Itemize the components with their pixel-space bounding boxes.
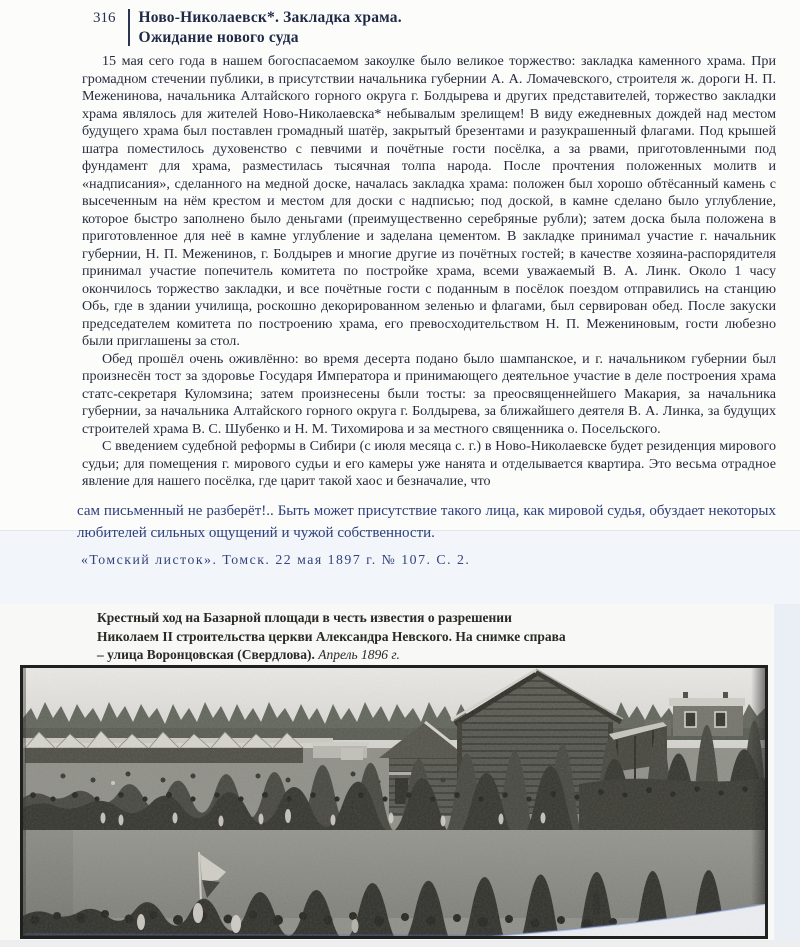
- photo-caption: [97, 609, 567, 665]
- bottom-edge-band: [0, 940, 800, 947]
- body-paragraph-2: Обед прошёл очень оживлённо: во время десерта подано было шампанское, и г. начальником губернии был произнесён тост за здоровье Государя Императора и принимающего деятельное участие в деле построения храма статс-секретаря Куломзина; затем произнесены были тосты: за преосвященнейшего Макария, за начальника губернии, за начальника Алтайского горного округа г. Болдырева, за ближайшего деятеля В. А. Линка, за будущих строителей храма В. С. Шубенко и Н. М. Тихомирова и за местного священника о. Посельского.: [82, 350, 776, 437]
- photo-caption-text: Крестный ход на Базарной площади в честь известия о разрешении Николаем II строительства церкви Александра Невского. На снимке справа – улица Воронцовская (Свердлова).: [97, 610, 566, 663]
- bazaar-square-photo: [23, 668, 765, 936]
- article-text-column: [77, 53, 776, 568]
- photo-frame: [20, 665, 768, 939]
- source-citation: «Томский листок». Томск. 22 мая 1897 г. № 107. С. 2.: [81, 551, 471, 567]
- photo-grain-overlay: [23, 668, 765, 936]
- right-margin-band: [774, 604, 800, 947]
- article-title: [139, 8, 402, 47]
- page-number: 316: [93, 10, 116, 26]
- page-header: [93, 8, 402, 47]
- header-divider: [128, 9, 130, 46]
- article-title-line1: Ново-Николаевск*. Закладка храма.: [138, 9, 402, 26]
- addendum-paragraph: сам письменный не разберёт!.. Быть может присутствие такого лица, как мировой судья, обуздает некоторых любителей сильных ощущений и чужой собственности.: [77, 502, 776, 541]
- photo-caption-date: Апрель 1896 г.: [318, 647, 400, 663]
- article-title-line2: Ожидание нового суда: [138, 28, 299, 46]
- body-paragraph-3: С введением судебной реформы в Сибири (с июля месяца с. г.) в Ново-Николаевске будет резиденция мирового судьи; для помещения г. мирового судьи и его камеры уже нанята и отделывается квартира. Это весьма отрадное явление для нашего посёлка, где царит такой хаос и безначалие, что: [82, 438, 776, 489]
- body-paragraph-1: 15 мая сего года в нашем богоспасаемом закоулке было великое торжество: закладка каменного храма. При громадном стечении публики, в присутствии начальника губернии А. А. Ломачевского, строителя ж. дороги Н. П. Меженинова, начальника Алтайского горного округа г. Болдырева и других представителей, торжество закладки храма являлось для жителей Ново-Николаевска* небывалым зрелищем! В виду ежедневных дождей над местом будущего храма был поставлен громадный шатёр, закрытый брезентами и разукрашенный флагами. Под крышей шатра поместилось духовенство с певчими и почётные гости посёлка, а за рвами, приготовленными под фундамент для храма, разместилась тысячная толпа народа. После прочтения положенных молитв и «надписания», сделанного на медной доске, началась закладка храма: положен был хорошо обтёсанный камень с высеченным на нём крестом и местом для доски с надписью; под доской, в камне сделано было углубление, которое быстро заполнено было деньгами (преимущественно серебряные рубли); затем доска была положена в приготовленное для неё в камне углубление и заделана цементом. В закладке принимал участие г. начальник губернии, Н. П. Меженинов, г. Болдырев и многие другие из почётных гостей; в качестве хозяина-распорядителя принимал участие попечитель комитета по постройке храма, всеми уважаемый В. А. Линк. Около 1 часу окончилось торжество закладки, и все почётные гости с поданным в посёлок поездом отправились на станцию Обь, где в здании училища, роскошно декорированном зеленью и флагами, был сервирован обед. После закуски председателем комитета по построению храма, его превосходительством Н. П. Межениновым, гости любезно были приглашены за стол.: [82, 53, 776, 349]
